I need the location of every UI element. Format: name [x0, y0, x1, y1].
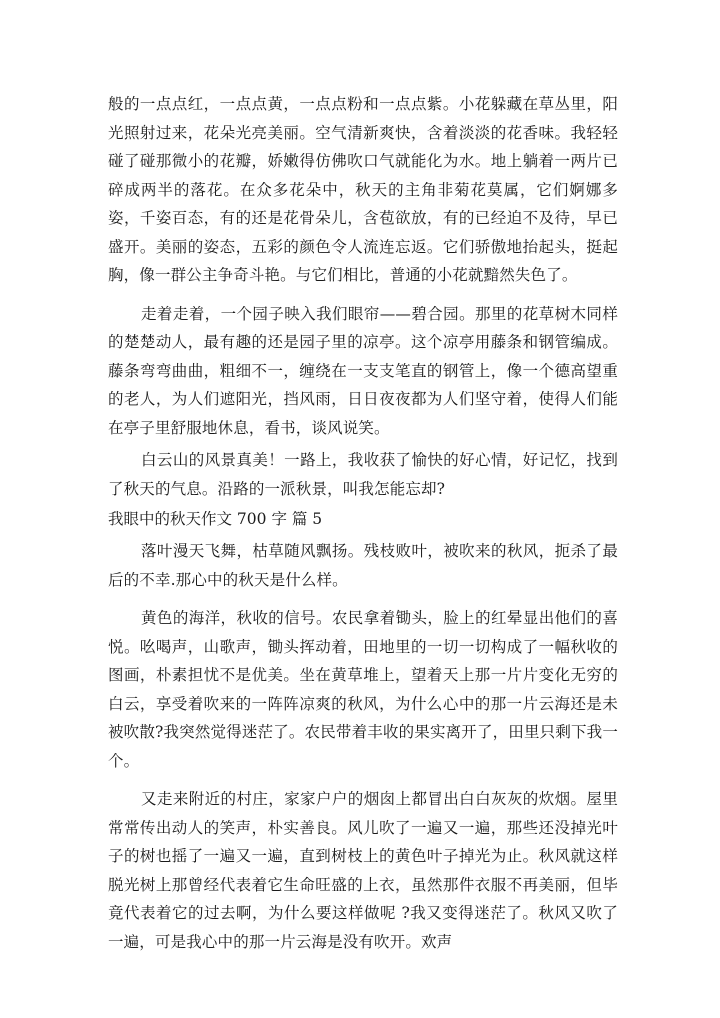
paragraph-falling-leaves: 落叶漫天飞舞，枯草随风飘扬。残枝败叶，被吹来的秋风，扼杀了最后的不幸.那心中的秋天是什么样。 [108, 542, 618, 589]
paragraph-garden: 走着走着，一个园子映入我们眼帘——碧合园。那里的花草树木同样的楚楚动人，最有趣的还是园子里的凉亭。这个凉亭用藤条和钢管编成。藤条弯弯曲曲，粗细不一，缠绕在一支支笔直的钢管上，像一个德高望重的老人，为人们遮阳光，挡风雨，日日夜夜都为人们坚守着，使得人们能在亭子里舒服地休息，看书，谈风说笑。 [108, 304, 618, 437]
paragraph-flowers: 般的一点点红，一点点黄，一点点粉和一点点紫。小花躲藏在草丛里，阳光照射过来，花朵光亮美丽。空气清新爽快，含着淡淡的花香味。我轻轻碰了碰那微小的花瓣，娇嫩得仿佛吹口气就能化为水。地上躺着一两片已碎成两半的落花。在众多花朵中，秋天的主角非菊花莫属，它们婀娜多姿，千姿百态，有的还是花骨朵儿，含苞欲放，有的已经迫不及待，早已盛开。美丽的姿态，五彩的颜色令人流连忘返。它们骄傲地抬起头，挺起胸，像一群公主争奇斗艳。与它们相比，普通的小花就黯然失色了。 [108, 95, 618, 284]
paragraph-baiyun-mountain: 白云山的风景真美！一路上，我收获了愉快的好心情，好记忆，找到了秋天的气息。沿路的一派秋景，叫我怎能忘却? [108, 451, 618, 498]
paragraph-village: 又走来附近的村庄，家家户户的烟囱上都冒出白白灰灰的炊烟。屋里常常传出动人的笑声，朴实善良。风儿吹了一遍又一遍，那些还没掉光叶子的树也摇了一遍又一遍，直到树枝上的黄色叶子掉光为止。秋风就这样脱光树上那曾经代表着它生命旺盛的上衣，虽然那件衣服不再美丽，但毕竟代表着它的过去啊，为什么要这样做呢 ?我又变得迷茫了。秋风又吹了一遍，可是我心中的那一片云海是没有吹开。欢声 [108, 790, 618, 951]
document-page [108, 90, 618, 956]
paragraph-harvest: 黄色的海洋，秋收的信号。农民拿着锄头，脸上的红晕显出他们的喜悦。吆喝声，山歌声，锄头挥动着，田地里的一切一切构成了一幅秋收的图画，朴素担忧不是优美。坐在黄草堆上，望着天上那一片片变化无穷的白云，享受着吹来的一阵阵凉爽的秋风，为什么心中的那一片云海还是未被吹散?我突然觉得迷茫了。农民带着丰收的果实离开了，田里只剩下我一个。 [108, 609, 618, 770]
essay-heading: 我眼中的秋天作文 700 字 篇 5 [108, 510, 323, 528]
